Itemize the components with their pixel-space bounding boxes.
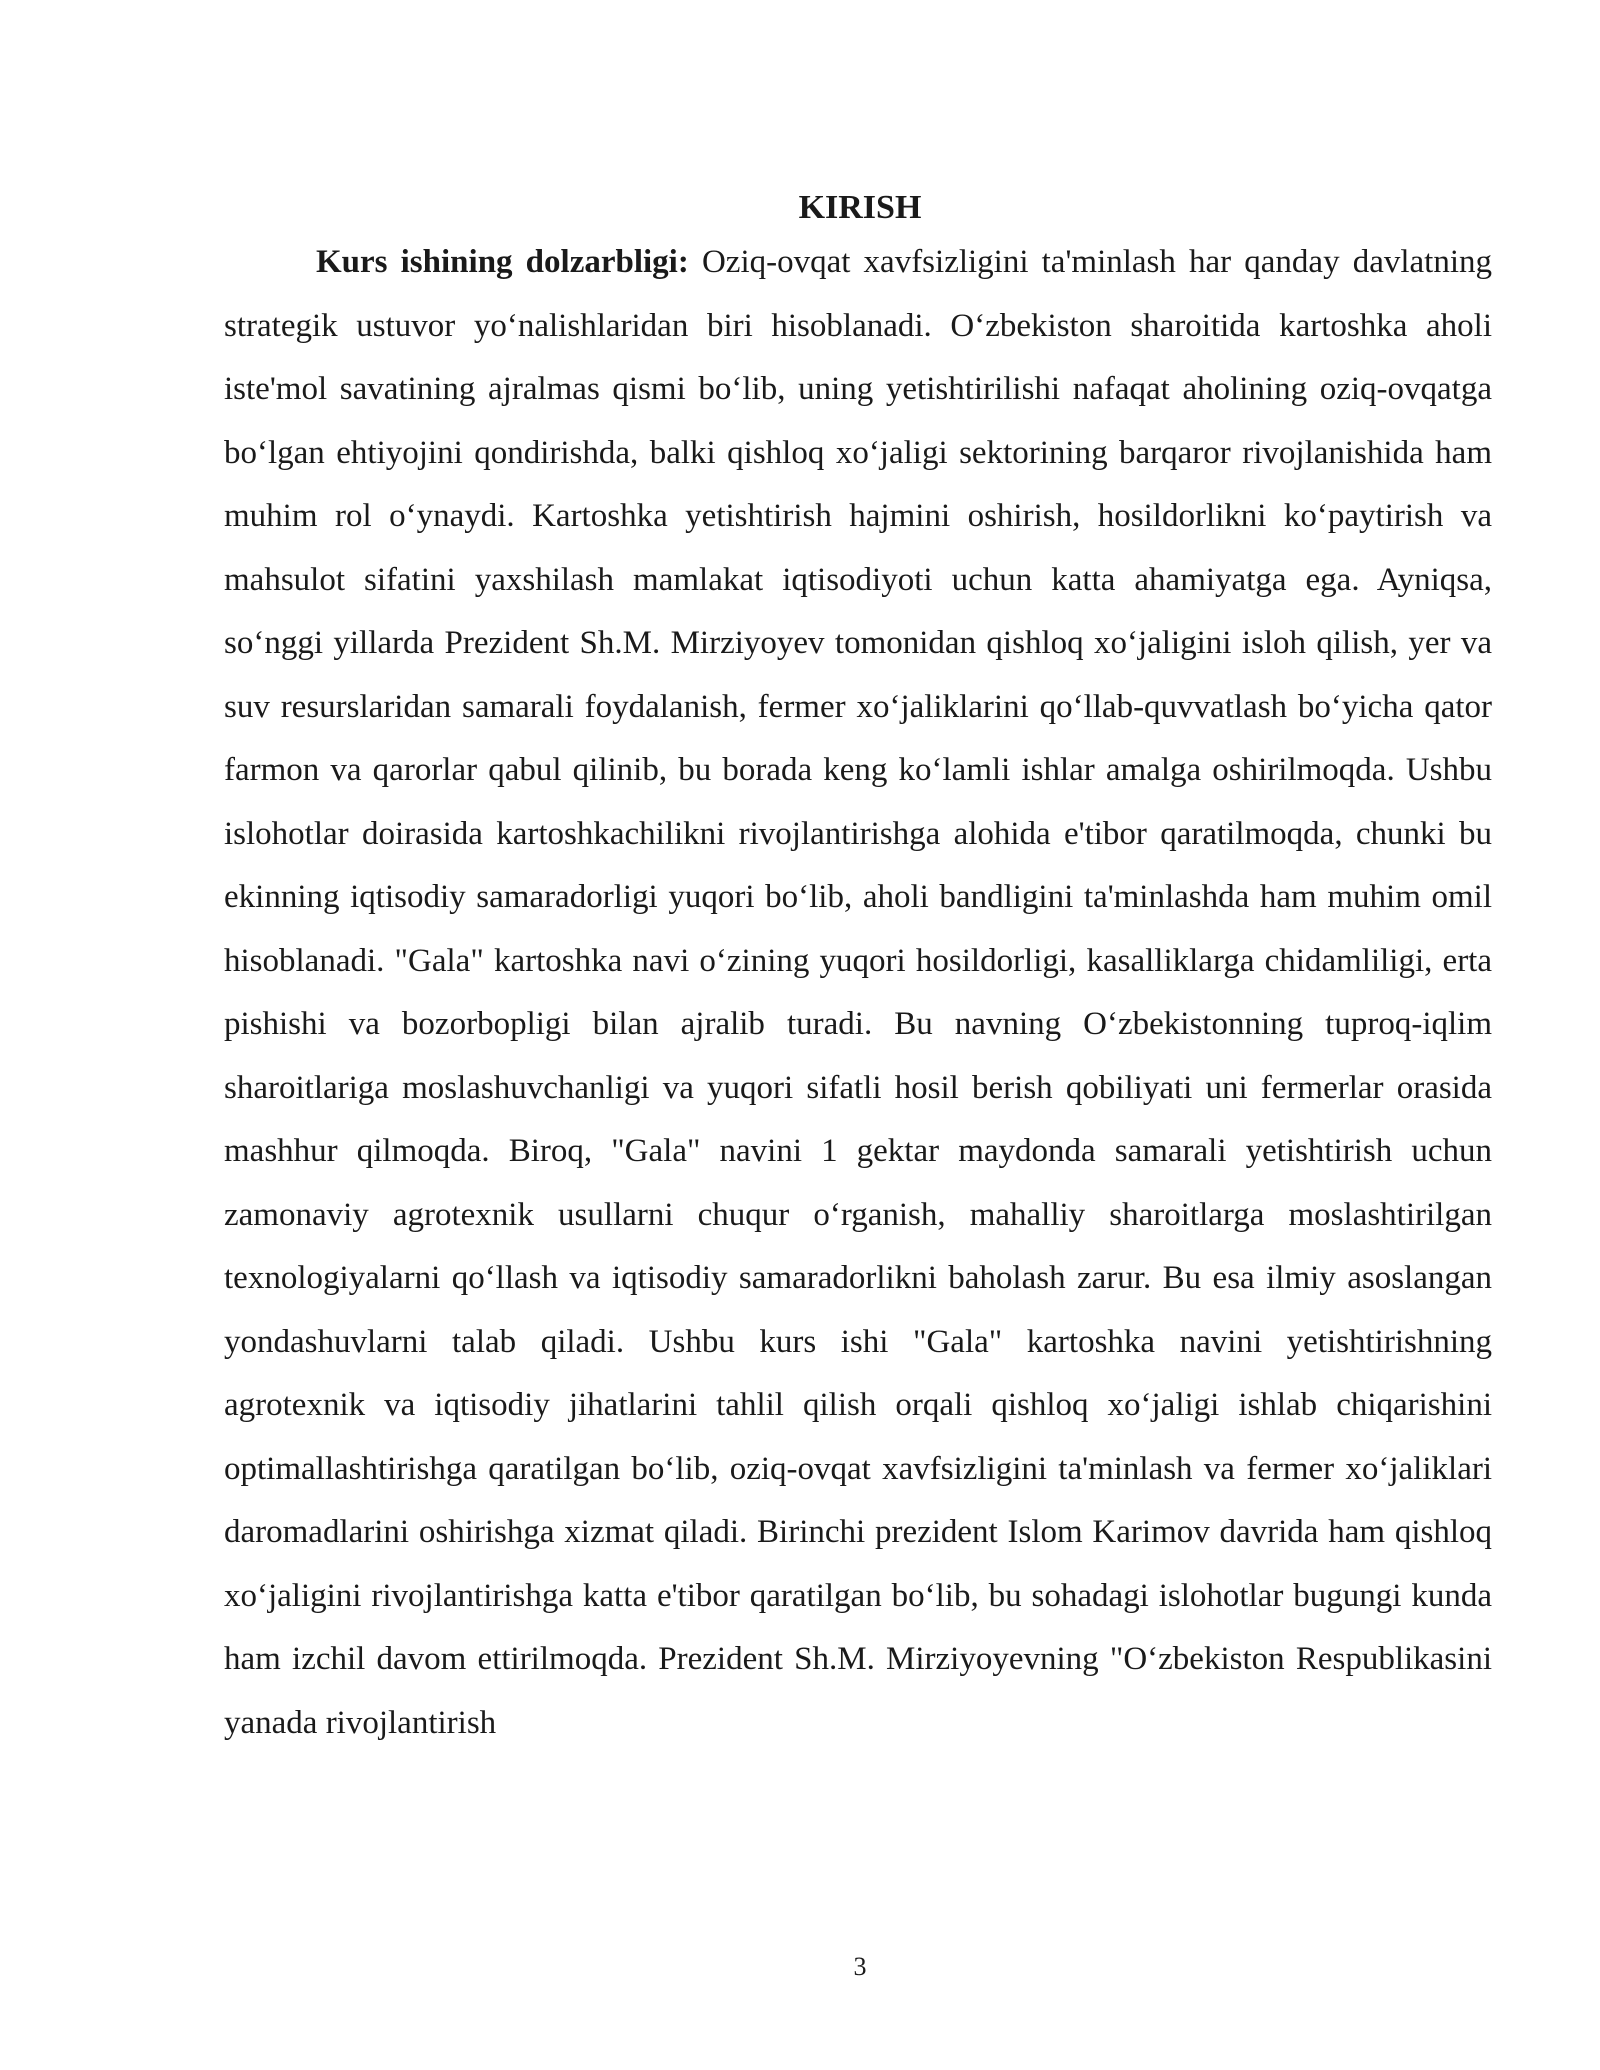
section-heading: KIRISH	[798, 189, 922, 226]
body-paragraph	[224, 231, 1492, 1755]
paragraph-text: Oziq-ovqat xavfsizligini ta'minlash har qanday davlatning strategik ustuvor yoʻnalishlaridan biri hisoblanadi. Oʻzbekiston sharoitida kartoshka aholi iste'mol savatining ajralmas qismi boʻlib, uning yetishtirilishi nafaqat aholining oziq-ovqatga boʻlgan ehtiyojini qondirishda, balki qishloq xoʻjaligi sektorining barqaror rivojlanishida ham muhim rol oʻynaydi. Kartoshka yetishtirish hajmini oshirish, hosildorlikni koʻpaytirish va mahsulot sifatini yaxshilash mamlakat iqtisodiyoti uchun katta ahamiyatga ega. Ayniqsa, soʻnggi yillarda Prezident Sh.M. Mirziyoyev tomonidan qishloq xoʻjaligini isloh qilish, yer va suv resurslaridan samarali foydalanish, fermer xoʻjaliklarini qoʻllab-quvvatlash boʻyicha qator farmon va qarorlar qabul qilinib, bu borada keng koʻlamli ishlar amalga oshirilmoqda. Ushbu islohotlar doirasida kartoshkachilikni rivojlantirishga alohida e'tibor qaratilmoqda, chunki bu ekinning iqtisodiy samaradorligi yuqori boʻlib, aholi bandligini ta'minlashda ham muhim omil hisoblanadi. "Gala" kartoshka navi oʻzining yuqori hosildorligi, kasalliklarga chidamliligi, erta pishishi va bozorbopligi bilan ajralib turadi. Bu navning Oʻzbekistonning tuproq-iqlim sharoitlariga moslashuvchanligi va yuqori sifatli hosil berish qobiliyati uni fermerlar orasida mashhur qilmoqda. Biroq, "Gala" navini 1 gektar maydonda samarali yetishtirish uchun zamonaviy agrotexnik usullarni chuqur oʻrganish, mahalliy sharoitlarga moslashtirilgan texnologiyalarni qoʻllash va iqtisodiy samaradorlikni baholash zarur. Bu esa ilmiy asoslangan yondashuvlarni talab qiladi. Ushbu kurs ishi "Gala" kartoshka navini yetishtirishning agrotexnik va iqtisodiy jihatlarini tahlil qilish orqali qishloq xoʻjaligi ishlab chiqarishini optimallashtirishga qaratilgan boʻlib, oziq-ovqat xavfsizligini ta'minlash va fermer xoʻjaliklari daromadlarini oshirishga xizmat qiladi. Birinchi prezident Islom Karimov davrida ham qishloq xoʻjaligini rivojlantirishga katta e'tibor qaratilgan boʻlib, bu sohadagi islohotlar bugungi kunda ham izchil davom ettirilmoqda. Prezident Sh.M. Mirziyoyevning "Oʻzbekiston Respublikasini yanada rivojlantirish	[224, 244, 1492, 1741]
page-number: 3	[853, 1952, 867, 1981]
paragraph-lead: Kurs ishining dolzarbligi:	[316, 244, 689, 280]
